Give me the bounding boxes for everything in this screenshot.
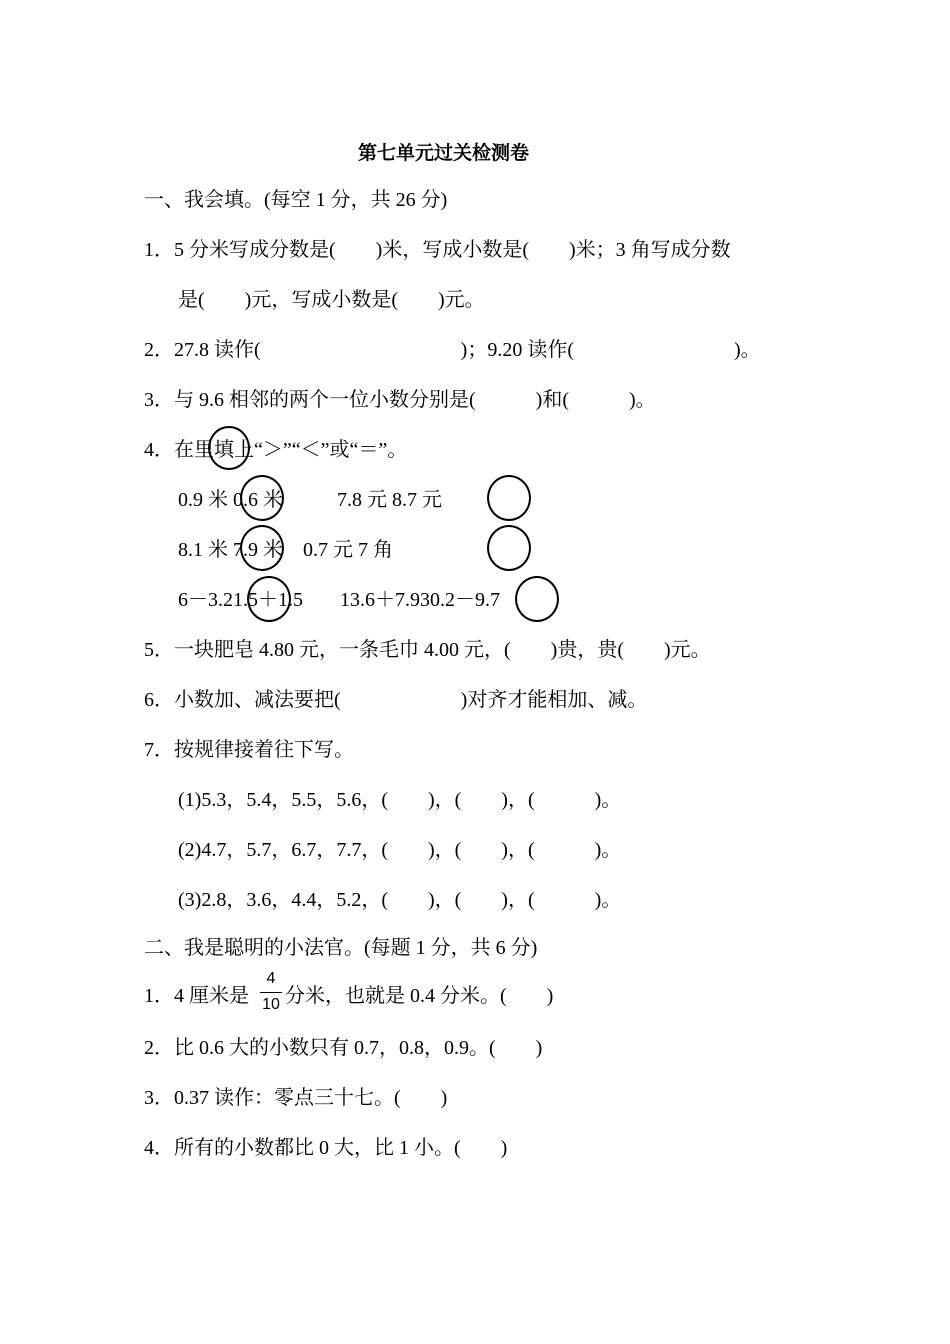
judge-1-suffix: 分米，也就是 0.4 分米。( ) [285,985,554,1007]
fraction-numerator: 4 [266,970,276,987]
judge-3: 3．0.37 读作：零点三十七。( ) [144,1087,448,1109]
answer-circle-icon [487,475,531,521]
question-7-part1: (1)5.3，5.4，5.5，5.6，( )，( )，( )。 [178,789,622,811]
answer-circle-icon [240,475,284,521]
judge-4: 4．所有的小数都比 0 大，比 1 小。( ) [144,1137,508,1159]
q4-row3-right: 13.6＋7.930.2－9.7 [340,589,500,611]
answer-circle-icon [240,525,284,571]
question-2: 2．27.8 读作( )；9.20 读作( )。 [144,339,761,361]
question-3: 3．与 9.6 相邻的两个一位小数分别是( )和( )。 [144,389,656,411]
question-1-line2: 是( )元，写成小数是( )元。 [178,289,485,311]
q4-row2-left: 8.1 米 7.9 米 [178,539,283,561]
fraction-denominator: 10 [262,996,280,1013]
page-title: 第七单元过关检测卷 [358,142,530,164]
question-1-line1: 1．5 分米写成分数是( )米，写成小数是( )米；3 角写成分数 [144,239,731,261]
question-4: 4．在里填上“＞”“＜”或“＝”。 [144,439,408,461]
q4-row1-right: 7.8 元 8.7 元 [337,489,442,511]
question-7-part2: (2)4.7，5.7，6.7，7.7，( )，( )，( )。 [178,839,622,861]
fraction-bar [260,992,282,993]
answer-circle-icon [208,426,250,470]
question-7: 7．按规律接着往下写。 [144,739,354,761]
answer-circle-icon [247,576,291,622]
q4-row1-left: 0.9 米 0.6 米 [178,489,283,511]
question-7-part3: (3)2.8，3.6，4.4，5.2，( )，( )，( )。 [178,889,622,911]
question-6: 6．小数加、减法要把( )对齐才能相加、减。 [144,689,648,711]
q4-row2-right: 0.7 元 7 角 [303,539,393,561]
judge-1-prefix: 1．4 厘米是 [144,985,249,1007]
answer-circle-icon [487,525,531,571]
section1-heading: 一、我会填。(每空 1 分，共 26 分) [144,189,448,211]
answer-circle-icon [515,576,559,622]
question-5: 5．一块肥皂 4.80 元，一条毛巾 4.00 元，( )贵，贵( )元。 [144,639,711,661]
judge-2: 2．比 0.6 大的小数只有 0.7，0.8，0.9。( ) [144,1037,543,1059]
q4-row3-left: 6－3.21.5＋1.5 [178,589,303,611]
section2-heading: 二、我是聪明的小法官。(每题 1 分，共 6 分) [144,937,538,959]
